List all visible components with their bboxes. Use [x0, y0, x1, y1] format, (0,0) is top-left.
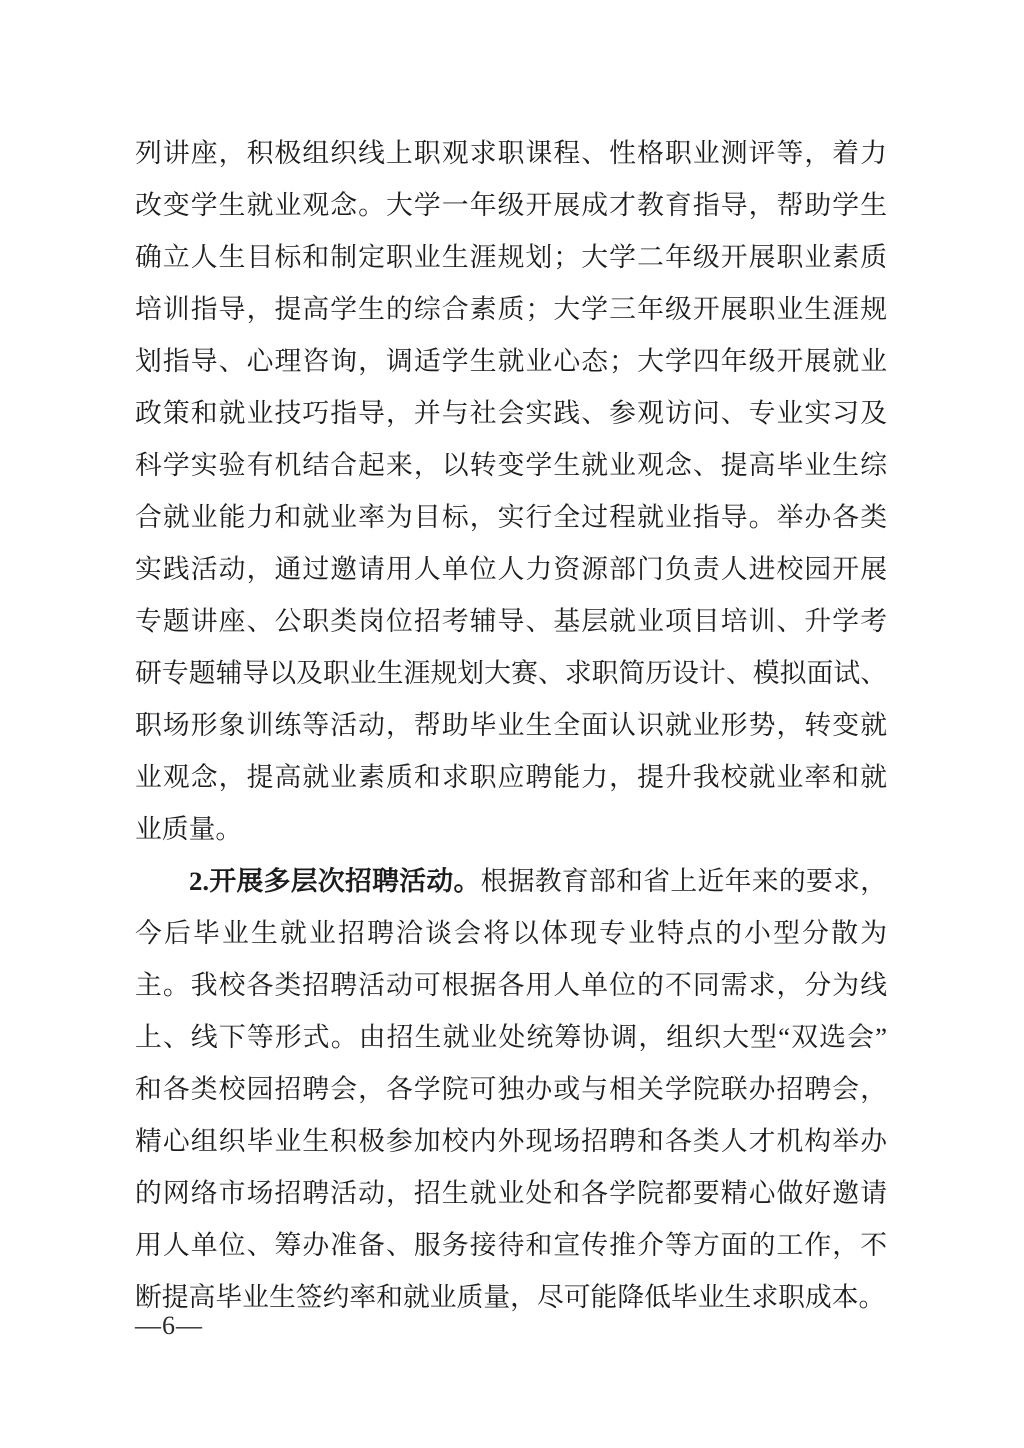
text-run: 改变学生就业观念。大学一年级开展成才教育指导，帮助学生	[135, 190, 887, 220]
text-run: 根据教育部和省上近年来的要求，	[480, 866, 887, 896]
text-run: 断提高毕业生签约率和就业质量，尽可能降低毕业生求职成本。	[135, 1282, 886, 1312]
text-line	[135, 1167, 887, 1219]
text-run: 的网络市场招聘活动，招生就业处和各学院都要精心做好邀请	[135, 1178, 887, 1208]
text-line	[135, 387, 887, 439]
text-line	[135, 1271, 887, 1323]
paragraph-employment-guidance	[135, 127, 887, 855]
text-line	[135, 647, 887, 699]
text-run: 划指导、心理咨询，调适学生就业心态；大学四年级开展就业	[135, 346, 887, 376]
text-run: 列讲座，积极组织线上职观求职课程、性格职业测评等，着力	[135, 138, 887, 168]
text-line	[135, 855, 887, 907]
text-line	[135, 1115, 887, 1167]
text-line	[135, 907, 887, 959]
text-run: 上、线下等形式。由招生就业处统筹协调，组织大型“双选会”	[135, 1022, 887, 1052]
text-run: 职场形象训练等活动，帮助毕业生全面认识就业形势，转变就	[135, 710, 887, 740]
text-line	[135, 543, 887, 595]
text-run: 政策和就业技巧指导，并与社会实践、参观访问、专业实习及	[135, 398, 887, 428]
text-line	[135, 699, 887, 751]
text-run: 专题讲座、公职类岗位招考辅导、基层就业项目培训、升学考	[135, 606, 887, 636]
text-run: 用人单位、筹办准备、服务接待和宣传推介等方面的工作，不	[135, 1230, 887, 1260]
page-number: —6—	[135, 1311, 203, 1340]
text-run: 科学实验有机结合起来，以转变学生就业观念、提高毕业生综	[135, 450, 887, 480]
text-run: 培训指导，提高学生的综合素质；大学三年级开展职业生涯规	[135, 294, 887, 324]
text-run: 今后毕业生就业招聘洽谈会将以体现专业特点的小型分散为	[135, 918, 887, 948]
text-line	[135, 803, 887, 855]
text-run: 合就业能力和就业率为目标，实行全过程就业指导。举办各类	[135, 502, 887, 532]
text-run: 精心组织毕业生积极参加校内外现场招聘和各类人才机构举办	[135, 1126, 887, 1156]
text-line	[135, 595, 887, 647]
text-run: 业观念，提高就业素质和求职应聘能力，提升我校就业率和就	[135, 762, 887, 792]
text-run: 和各类校园招聘会，各学院可独办或与相关学院联办招聘会，	[135, 1074, 887, 1104]
text-run: 研专题辅导以及职业生涯规划大赛、求职简历设计、模拟面试、	[135, 658, 887, 688]
text-run: 主。我校各类招聘活动可根据各用人单位的不同需求，分为线	[135, 970, 887, 1000]
document-body	[135, 127, 887, 1323]
text-line	[135, 335, 887, 387]
text-line	[135, 283, 887, 335]
bold-text-run: 2.开展多层次招聘活动。	[189, 866, 481, 896]
text-line	[135, 959, 887, 1011]
text-line	[135, 491, 887, 543]
text-run: 实践活动，通过邀请用人单位人力资源部门负责人进校园开展	[135, 554, 887, 584]
text-line	[135, 1063, 887, 1115]
text-run: 确立人生目标和制定职业生涯规划；大学二年级开展职业素质	[135, 242, 887, 272]
text-line	[135, 439, 887, 491]
text-line	[135, 1011, 887, 1063]
text-line	[135, 231, 887, 283]
text-line	[135, 751, 887, 803]
text-line	[135, 127, 887, 179]
text-run: 业质量。	[135, 814, 243, 844]
paragraph-recruitment-activities	[135, 855, 887, 1323]
text-line	[135, 1219, 887, 1271]
text-line	[135, 179, 887, 231]
